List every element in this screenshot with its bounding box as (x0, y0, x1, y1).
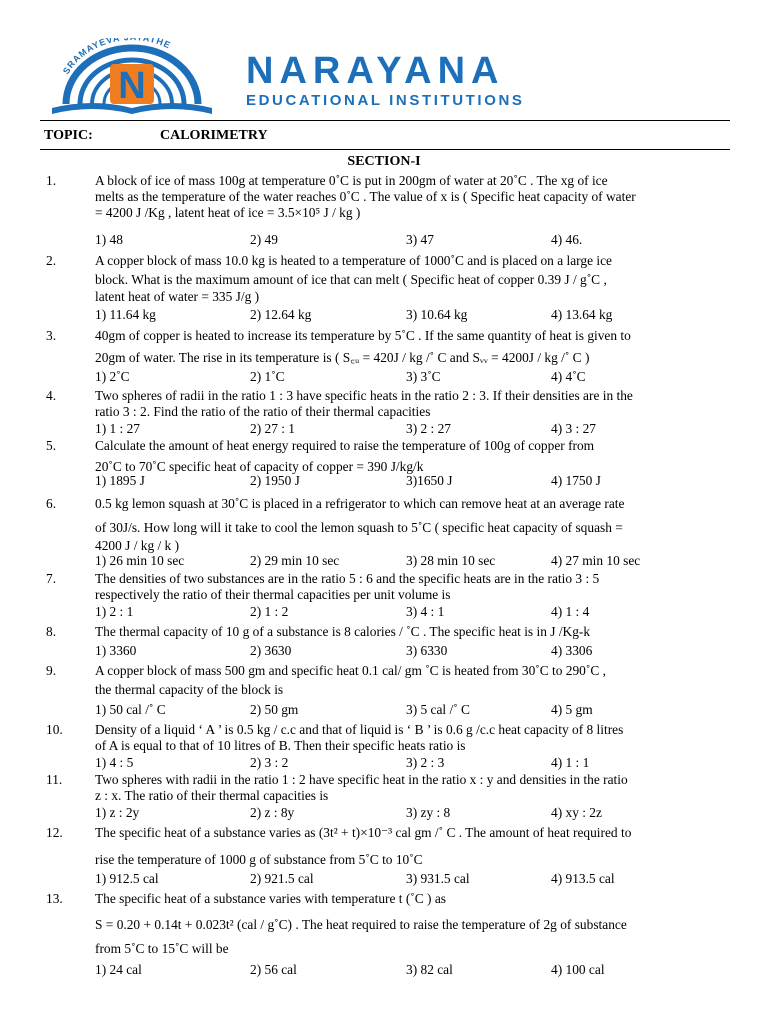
question-line: block. What is the maximum amount of ice that can melt ( Specific heat of copper 0.39 J / g˚C , (95, 272, 607, 287)
option-3: 3) 5 cal /˚ C (406, 702, 470, 717)
option-4: 4) 3 : 27 (551, 421, 597, 436)
question-line: Calculate the amount of heat energy required to raise the temperature of 100g of copper from (95, 438, 595, 453)
question-line: A block of ice of mass 100g at temperature 0˚C is put in 200gm of water at 20˚C . The xg of ice (95, 173, 608, 188)
option-2: 2) z : 8y (250, 805, 295, 820)
question-line: The specific heat of a substance varies as (3t² + t)×10⁻³ cal gm /˚ C . The amount of heat required to (95, 825, 632, 840)
option-2: 2) 27 : 1 (250, 421, 296, 436)
section-title: SECTION-I (347, 154, 421, 169)
option-1: 1) 26 min 10 sec (95, 553, 185, 568)
option-3: 3) 2 : 3 (406, 755, 445, 770)
option-1: 1) 3360 (95, 643, 137, 658)
option-3: 3) 931.5 cal (406, 871, 470, 886)
option-1: 1) 1895 J (95, 473, 145, 488)
option-3: 3) zy : 8 (406, 805, 451, 820)
question-number: 12. (46, 825, 63, 840)
question-number: 4. (46, 388, 57, 403)
option-3: 3) 82 cal (406, 962, 453, 977)
option-3: 3) 3˚C (406, 369, 441, 384)
question-line: A copper block of mass 10.0 kg is heated to a temperature of 1000˚C and is placed on a large ice (95, 253, 612, 268)
question-line: S = 0.20 + 0.14t + 0.023t² (cal / g˚C) . The heat required to raise the temperature of 2g of substance (95, 917, 627, 932)
option-1: 1) 50 cal /˚ C (95, 702, 166, 717)
option-1: 1) 912.5 cal (95, 871, 159, 886)
question-line: 4200 J / kg / k ) (95, 538, 180, 553)
option-2: 2) 12.64 kg (250, 307, 312, 322)
option-4: 4) 1 : 1 (551, 755, 590, 770)
option-3: 3) 2 : 27 (406, 421, 452, 436)
option-4: 4) 1750 J (551, 473, 601, 488)
option-4: 4) xy : 2z (551, 805, 602, 820)
narayana-logo (40, 38, 230, 118)
question-line: z : x. The ratio of their thermal capacities is (95, 788, 329, 803)
question-line: Two spheres with radii in the ratio 1 : 2 have specific heat in the ratio x : y and densities in the ratio (95, 772, 628, 787)
question-line: The thermal capacity of 10 g of a substance is 8 calories / ˚C . The specific heat is in J /Kg-k (95, 624, 591, 639)
question-line: The densities of two substances are in the ratio 5 : 6 and the specific heats are in the ratio 3 : 5 (95, 571, 600, 586)
logo-motto: SRAMAYEVA ATHE (60, 38, 173, 76)
option-4: 4) 913.5 cal (551, 871, 615, 886)
topic-divider (40, 149, 730, 150)
question-number: 1. (46, 173, 57, 188)
svg-text:N: N (118, 65, 146, 107)
option-2: 2) 1 : 2 (250, 604, 289, 619)
option-2: 2) 3630 (250, 643, 292, 658)
question-line: respectively the ratio of their thermal capacities per unit volume is (95, 587, 451, 602)
option-3: 3)1650 J (406, 473, 453, 488)
question-line: of A is equal to that of 10 litres of B. Then their specific heats ratio is (95, 738, 466, 753)
option-4: 4) 5 gm (551, 702, 593, 717)
question-number: 9. (46, 663, 57, 678)
option-1: 1) 11.64 kg (95, 307, 156, 322)
question-number: 3. (46, 328, 57, 343)
option-2: 2) 29 min 10 sec (250, 553, 340, 568)
option-2: 2) 1950 J (250, 473, 300, 488)
page-header (40, 38, 730, 118)
brand-name: NARAYANA (246, 50, 505, 92)
question-line: the thermal capacity of the block is (95, 682, 284, 697)
option-2: 2) 49 (250, 232, 278, 247)
header-divider (40, 120, 730, 121)
option-1: 1) z : 2y (95, 805, 140, 820)
question-line: rise the temperature of 1000 g of substance from 5˚C to 10˚C (95, 852, 423, 867)
question-line: 0.5 kg lemon squash at 30˚C is placed in a refrigerator to which can remove heat at an average rate (95, 496, 625, 511)
option-1: 1) 48 (95, 232, 123, 247)
question-number: 7. (46, 571, 57, 586)
question-number: 5. (46, 438, 57, 453)
option-3: 3) 4 : 1 (406, 604, 445, 619)
option-1: 1) 2˚C (95, 369, 130, 384)
question-number: 6. (46, 496, 57, 511)
option-1: 1) 2 : 1 (95, 604, 134, 619)
option-2: 2) 3 : 2 (250, 755, 289, 770)
question-line: 40gm of copper is heated to increase its temperature by 5˚C . If the same quantity of heat is given to (95, 328, 631, 343)
brand-block (246, 52, 525, 110)
question-line: Two spheres of radii in the ratio 1 : 3 have specific heats in the ratio 2 : 3. If their densities are in the (95, 388, 633, 403)
option-4: 4) 100 cal (551, 962, 605, 977)
brand-subtitle: EDUCATIONAL INSTITUTIONS (246, 92, 525, 109)
option-3: 3) 6330 (406, 643, 448, 658)
question-line: ratio 3 : 2. Find the ratio of the ratio of their thermal capacities (95, 404, 431, 419)
question-line: 20gm of water. The rise in its temperature is ( S꜀ᵤ = 420J / kg /˚ C and Sᵥᵥ = 4200J / kg /˚ C ) (95, 350, 590, 365)
question-line: 20˚C to 70˚C specific heat of capacity of copper = 390 J/kg/k (95, 459, 424, 474)
topic-value: CALORIMETRY (160, 128, 268, 143)
question-number: 2. (46, 253, 57, 268)
question-line: melts as the temperature of the water reaches 0˚C . The value of x is ( Specific heat capacity of water (95, 189, 636, 204)
option-4: 4) 46. (551, 232, 583, 247)
option-2: 2) 50 gm (250, 702, 299, 717)
option-3: 3) 47 (406, 232, 434, 247)
question-number: 10. (46, 722, 63, 737)
question-line: A copper block of mass 500 gm and specific heat 0.1 cal/ gm ˚C is heated from 30˚C to 290˚C , (95, 663, 606, 678)
option-3: 3) 28 min 10 sec (406, 553, 496, 568)
option-4: 4) 3306 (551, 643, 593, 658)
option-4: 4) 13.64 kg (551, 307, 613, 322)
option-2: 2) 921.5 cal (250, 871, 314, 886)
option-4: 4) 27 min 10 sec (551, 553, 641, 568)
question-line: of 30J/s. How long will it take to cool the lemon squash to 5˚C ( specific heat capacity of squash = (95, 520, 623, 535)
question-line: The specific heat of a substance varies with temperature t (˚C ) as (95, 891, 446, 906)
option-4: 4) 1 : 4 (551, 604, 590, 619)
option-1: 1) 24 cal (95, 962, 142, 977)
option-2: 2) 56 cal (250, 962, 297, 977)
option-1: 1) 4 : 5 (95, 755, 134, 770)
question-number: 11. (46, 772, 63, 787)
question-line: from 5˚C to 15˚C will be (95, 941, 229, 956)
question-number: 13. (46, 891, 63, 906)
question-line: Density of a liquid ‘ A ’ is 0.5 kg / c.c and that of liquid is ‘ B ’ is 0.6 g /c.c heat capacity of 8 litres (95, 722, 624, 737)
option-4: 4) 4˚C (551, 369, 586, 384)
question-line: latent heat of water = 335 J/g ) (95, 289, 260, 304)
option-1: 1) 1 : 27 (95, 421, 141, 436)
topic-label: TOPIC: (44, 128, 93, 143)
question-line: = 4200 J /Kg , latent heat of ice = 3.5×10⁵ J / kg ) (95, 205, 361, 220)
option-2: 2) 1˚C (250, 369, 285, 384)
option-3: 3) 10.64 kg (406, 307, 468, 322)
question-number: 8. (46, 624, 57, 639)
